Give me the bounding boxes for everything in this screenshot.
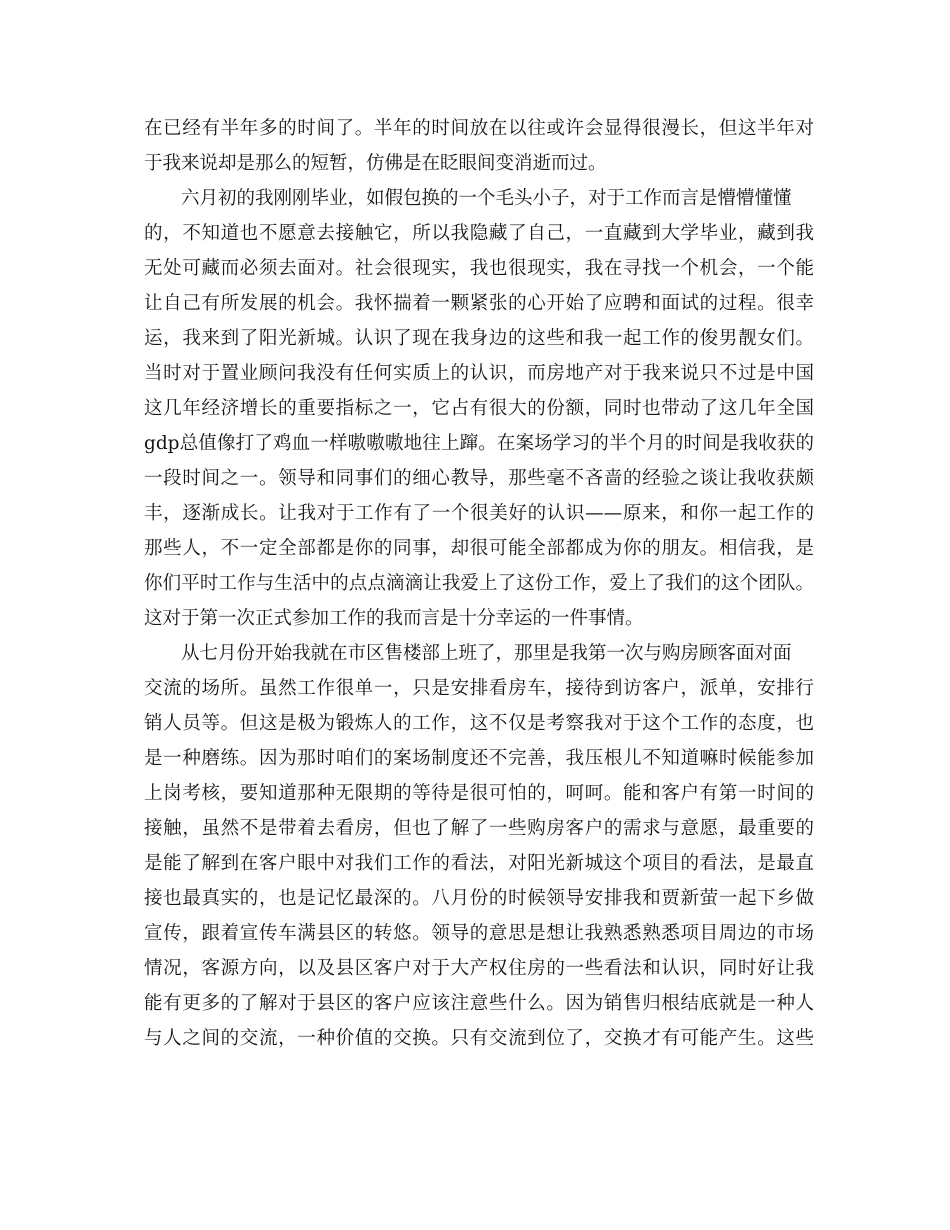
text-line: 是能了解到在客户眼中对我们工作的看法，对阳光新城这个项目的看法，是最直: [144, 853, 814, 874]
document-body: [144, 111, 814, 1056]
text-line: 这几年经济增长的重要指标之一，它占有很大的份额，同时也带动了这几年全国: [144, 398, 814, 419]
paragraph-3: [144, 636, 814, 1056]
text-line: 与人之间的交流，一种价值的交换。只有交流到位了，交换才有可能产生。这些: [144, 1028, 814, 1049]
text-line: 让自己有所发展的机会。我怀揣着一颗紧张的心开始了应聘和面试的过程。很幸: [144, 293, 814, 314]
text-line: 销人员等。但这是极为锻炼人的工作，这不仅是考察我对于这个工作的态度，也: [144, 713, 814, 734]
text-line: 从七月份开始我就在市区售楼部上班了，那里是我第一次与购房顾客面对面: [181, 643, 792, 664]
text-line: 情况，客源方向，以及县区客户对于大产权住房的一些看法和认识，同时好让我: [144, 958, 814, 979]
text-line: 你们平时工作与生活中的点点滴滴让我爱上了这份工作，爱上了我们的这个团队。: [144, 573, 814, 594]
text-line: 当时对于置业顾问我没有任何实质上的认识，而房地产对于我来说只不过是中国: [144, 363, 814, 384]
text-line: 那些人，不一定全部都是你的同事，却很可能全部都成为你的朋友。相信我，是: [144, 538, 814, 559]
text-line: gdp总值像打了鸡血一样嗷嗷嗷地往上蹿。在案场学习的半个月的时间是我收获的: [144, 433, 814, 454]
text-line: 运，我来到了阳光新城。认识了现在我身边的这些和我一起工作的俊男靓女们。: [144, 328, 814, 349]
text-line: 上岗考核，要知道那种无限期的等待是很可怕的，呵呵。能和客户有第一时间的: [144, 783, 814, 804]
text-line: 接也最真实的，也是记忆最深的。八月份的时候领导安排我和贾新萤一起下乡做: [144, 888, 814, 909]
text-line: 六月初的我刚刚毕业，如假包换的一个毛头小子，对于工作而言是懵懵懂懂: [181, 188, 792, 209]
text-line: 的，不知道也不愿意去接触它，所以我隐藏了自己，一直藏到大学毕业，藏到我: [144, 223, 814, 244]
paragraph-2: [144, 181, 814, 636]
text-line: 接触，虽然不是带着去看房，但也了解了一些购房客户的需求与意愿，最重要的: [144, 818, 814, 839]
text-line: 无处可藏而必须去面对。社会很现实，我也很现实，我在寻找一个机会，一个能: [144, 258, 814, 279]
text-line: 丰，逐渐成长。让我对于工作有了一个很美好的认识——原来，和你一起工作的: [144, 503, 814, 524]
text-line: 于我来说却是那么的短暂，仿佛是在眨眼间变消逝而过。: [144, 153, 607, 174]
text-line: 交流的场所。虽然工作很单一，只是安排看房车，接待到访客户，派单，安排行: [144, 678, 814, 699]
paragraph-1: [144, 111, 814, 181]
text-line: 能有更多的了解对于县区的客户应该注意些什么。因为销售归根结底就是一种人: [144, 993, 814, 1014]
text-line: 宣传，跟着宣传车满县区的转悠。领导的意思是想让我熟悉熟悉项目周边的市场: [144, 923, 814, 944]
text-line: 在已经有半年多的时间了。半年的时间放在以往或许会显得很漫长，但这半年对: [144, 118, 814, 139]
text-line: 这对于第一次正式参加工作的我而言是十分幸运的一件事情。: [144, 608, 644, 629]
text-line: 一段时间之一。领导和同事们的细心教导，那些毫不吝啬的经验之谈让我收获颇: [144, 468, 814, 489]
text-line: 是一种磨练。因为那时咱们的案场制度还不完善，我压根儿不知道嘛时候能参加: [144, 748, 814, 769]
